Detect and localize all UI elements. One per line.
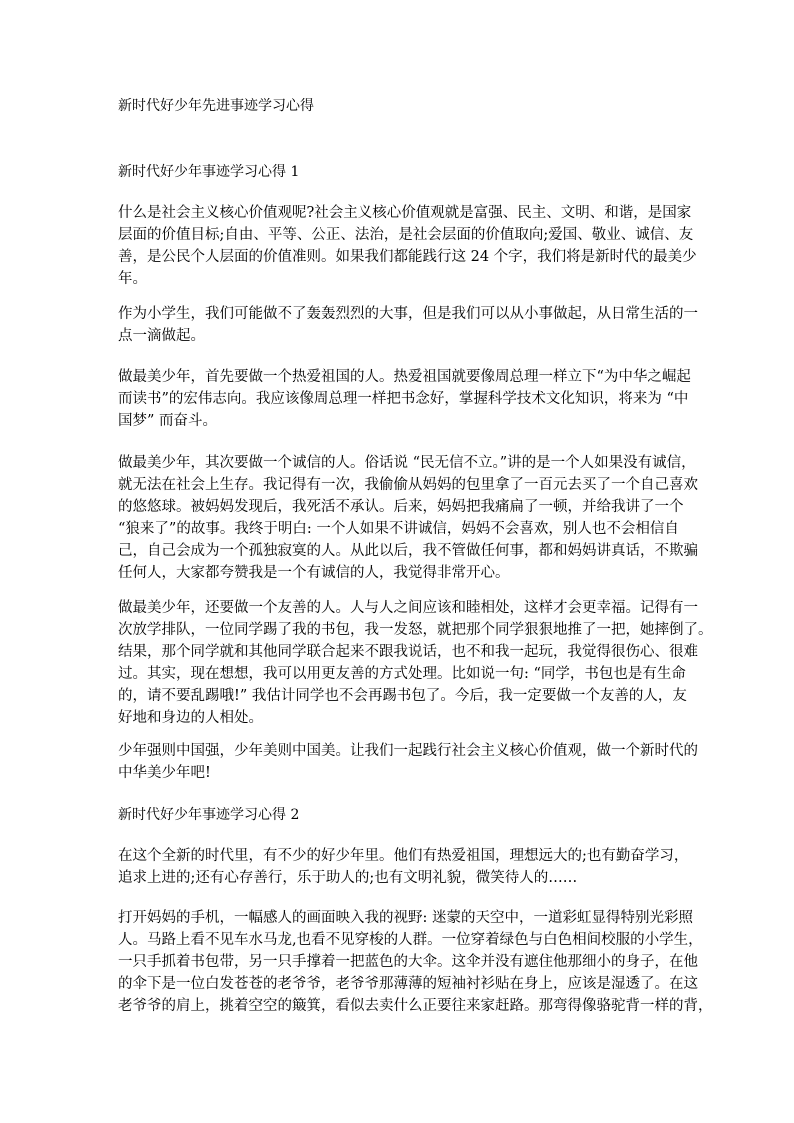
paragraph-line: 好地和身边的人相处。 xyxy=(118,710,263,726)
paragraph-line: 年。 xyxy=(118,271,147,287)
paragraph-line: 做最美少年，首先要做一个热爱祖国的人。热爱祖国就要像周总理一样立下“为中华之崛起 xyxy=(118,369,691,385)
paragraph-line: 一只手抓着书包带，另一只手撑着一把蓝色的大伞。这伞并没有遮住他那细小的身子，在他 xyxy=(118,954,698,970)
paragraph-line: 结果，那个同学就和其他同学联合起来不跟我说话，也不和我一起玩，我觉得很伤心、很难 xyxy=(118,644,698,660)
section-1-heading: 新时代好少年事迹学习心得 1 xyxy=(118,164,300,180)
section-2-paragraph-2 xyxy=(118,907,713,1017)
section-1-paragraph-6 xyxy=(118,740,698,784)
section-1-paragraph-2 xyxy=(118,303,698,347)
paragraph-line: 追求上进的;还有心存善行，乐于助人的;也有文明礼貌，微笑待人的…… xyxy=(118,870,578,886)
paragraph-line: 就无法在社会上生存。我记得有一次，我偷偷从妈妈的包里拿了一百元去买了一个自己喜欢 xyxy=(118,477,698,493)
section-1-paragraph-1 xyxy=(118,202,697,290)
paragraph-line: “狼来了”的故事。我终于明白: 一个人如果不讲诚信，妈妈不会喜欢，别人也不会相信自 xyxy=(118,521,679,537)
paragraph-line: 层面的价值目标;自由、平等、公正、法治，是社会层面的价值取向;爱国、敬业、诚信、友 xyxy=(118,227,694,243)
paragraph-line: 的伞下是一位白发苍苍的老爷爷，老爷爷那薄薄的短袖衬衫贴在身上，应该是湿透了。在这 xyxy=(118,976,698,992)
paragraph-line: 少年强则中国强，少年美则中国美。让我们一起践行社会主义核心价值观，做一个新时代的 xyxy=(118,743,698,759)
paragraph-line: 善，是公民个人层面的价值准则。如果我们都能践行这 24 个字，我们将是新时代的最美少 xyxy=(118,249,697,265)
document-title: 新时代好少年先进事迹学习心得 xyxy=(118,98,314,114)
paragraph-line: 在这个全新的时代里，有不少的好少年里。他们有热爱祖国，理想远大的;也有勤奋学习， xyxy=(118,848,689,864)
paragraph-line: 而读书”的宏伟志向。我应该像周总理一样把书念好，掌握科学技术文化知识，将来为 “中 xyxy=(118,391,689,407)
paragraph-line: 老爷爷的肩上，挑着空空的簸箕，看似去卖什么正要往来家赶路。那弯得像骆驼背一样的背， xyxy=(118,998,713,1014)
paragraph-line: 打开妈妈的手机，一幅感人的画面映入我的视野: 迷蒙的天空中，一道彩虹显得特别光彩照 xyxy=(118,910,693,926)
paragraph-line: 做最美少年，其次要做一个诚信的人。俗话说 “民无信不立。”讲的是一个人如果没有诚信， xyxy=(118,455,696,471)
paragraph-line: 国梦” 而奋斗。 xyxy=(118,413,218,429)
paragraph-line: 过。其实，现在想想，我可以用更友善的方式处理。比如说一句: “同学，书包也是有生命 xyxy=(118,666,686,682)
section-1-paragraph-3 xyxy=(118,366,691,432)
paragraph-line: 人。马路上看不见车水马龙,也看不见穿梭的人群。一位穿着绿色与白色相间校服的小学生， xyxy=(118,932,703,948)
paragraph-line: 任何人，大家都夸赞我是一个有诚信的人，我觉得非常开心。 xyxy=(118,565,510,581)
section-2-paragraph-1 xyxy=(118,845,689,889)
paragraph-line: 次放学排队，一位同学踢了我的书包，我一发怒，就把那个同学狠狠地推了一把，她摔倒了。 xyxy=(118,622,713,638)
section-2-heading: 新时代好少年事迹学习心得 2 xyxy=(118,807,300,823)
section-1-paragraph-5 xyxy=(118,597,713,729)
section-1-paragraph-4 xyxy=(118,452,698,584)
paragraph-line: 的，请不要乱踢哦!” 我估计同学也不会再踢书包了。今后，我一定要做一个友善的人，友 xyxy=(118,688,687,704)
paragraph-line: 什么是社会主义核心价值观呢?社会主义核心价值观就是富强、民主、文明、和谐，是国家 xyxy=(118,205,692,221)
paragraph-line: 点一滴做起。 xyxy=(118,328,205,344)
paragraph-line: 己，自己会成为一个孤独寂寞的人。从此以后，我不管做任何事，都和妈妈讲真话，不欺骗 xyxy=(118,543,698,559)
paragraph-line: 的悠悠球。被妈妈发现后，我死活不承认。后来，妈妈把我痛扁了一顿，并给我讲了一个 xyxy=(118,499,684,515)
paragraph-line: 做最美少年，还要做一个友善的人。人与人之间应该和睦相处，这样才会更幸福。记得有一 xyxy=(118,600,698,616)
paragraph-line: 作为小学生，我们可能做不了轰轰烈烈的大事，但是我们可以从小事做起，从日常生活的一 xyxy=(118,306,698,322)
paragraph-line: 中华美少年吧! xyxy=(118,765,211,781)
